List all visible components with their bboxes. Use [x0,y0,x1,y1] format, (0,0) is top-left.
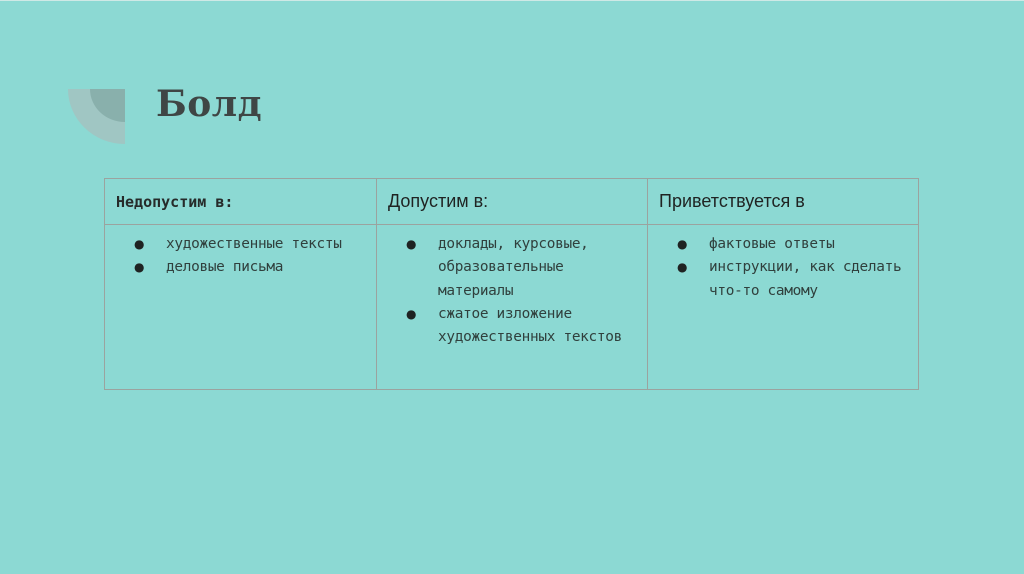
quarter-circle-decoration-icon [68,89,125,144]
list-item: ● фактовые ответы [648,233,918,256]
not-allowed-list [105,233,376,280]
table-cell-not-allowed [105,225,377,389]
slide-title: Болд [156,83,263,125]
list-item: ● сжатое изложение художественных текстов [377,303,647,350]
list-item: ● художественные тексты [105,233,376,256]
list-item: ● деловые письма [105,256,376,279]
allowed-list [377,233,647,349]
table-cell-allowed [377,225,648,389]
welcome-list [648,233,918,303]
bullet-icon: ● [677,260,688,275]
table-cell-welcome [648,225,918,389]
bullet-icon: ● [406,306,417,321]
bullet-icon: ● [406,237,417,251]
table-header-not-allowed: Недопустим в: [105,179,377,225]
table-header-allowed: Допустим в: [377,179,648,225]
bullet-icon: ● [134,260,145,275]
bullet-icon: ● [677,237,688,251]
comparison-table [104,178,919,390]
list-item: ● доклады, курсовые, образовательные материалы [377,233,647,303]
bullet-icon: ● [134,237,145,251]
list-item: ● инструкции, как сделать что-то самому [648,256,918,303]
table-header-welcome: Приветствуется в [648,179,918,225]
